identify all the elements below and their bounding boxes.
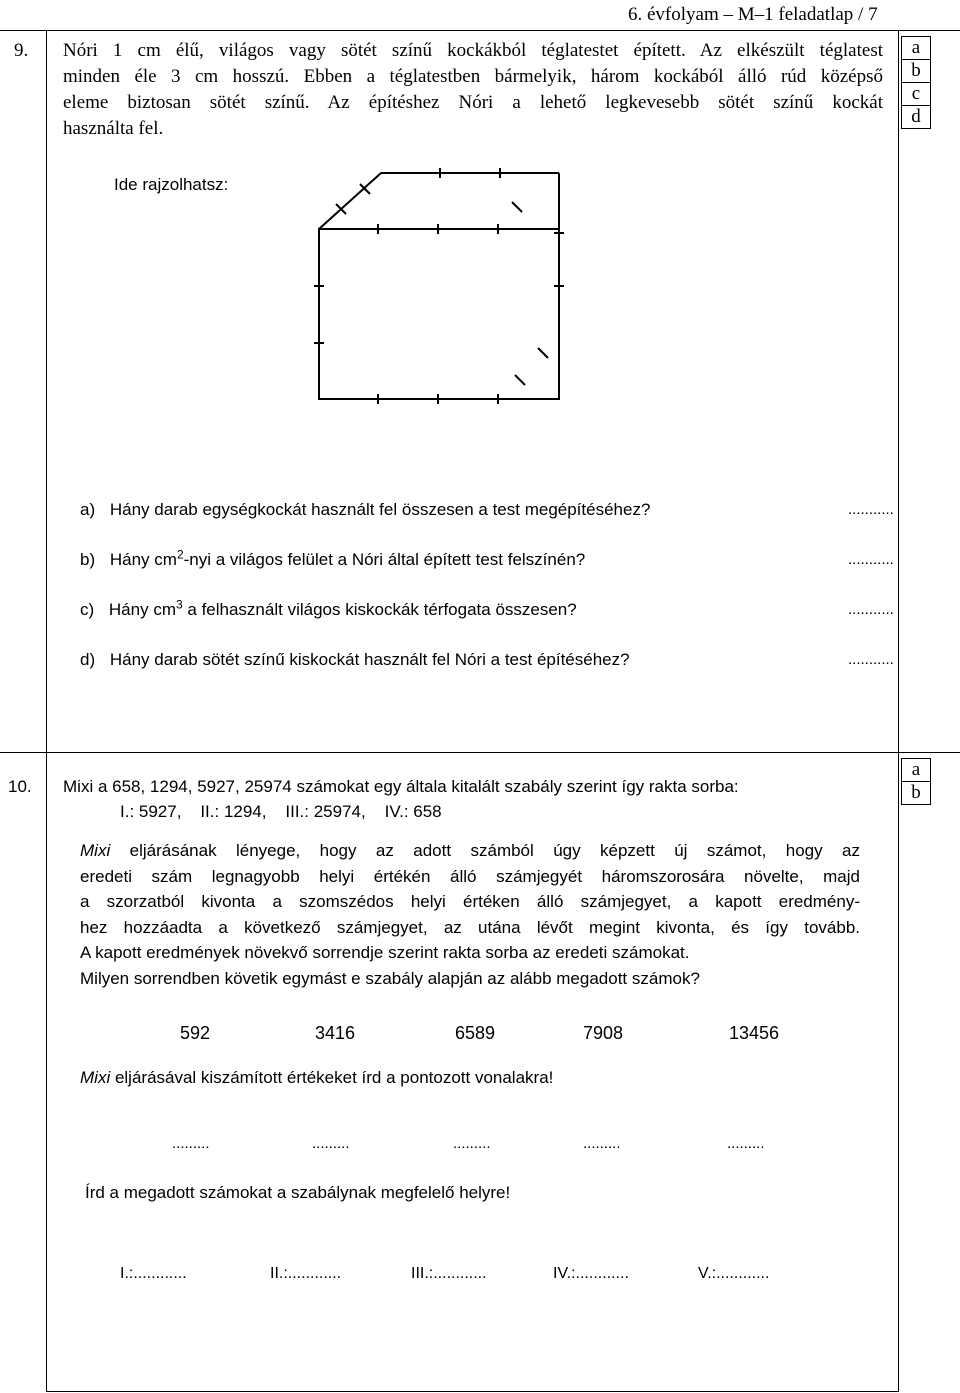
- instruction-text: eljárásával kiszámított értékeket írd a pontozott vonalakra!: [110, 1068, 554, 1087]
- section-divider: [0, 752, 960, 753]
- paragraph-line: Milyen sorrendben követik egymást e szabály alapján az alább megadott számok?: [80, 968, 700, 988]
- mixi-italic: Mixi: [80, 1068, 111, 1087]
- order-slot[interactable]: IV.:............: [553, 1265, 629, 1282]
- task10-paragraph: [80, 838, 860, 991]
- question-label: a): [80, 500, 96, 519]
- task10-order: I.: 5927, II.: 1294, III.: 25974, IV.: 658: [120, 802, 442, 821]
- computed-value-blank[interactable]: .........: [453, 1135, 491, 1152]
- task9-line: minden éle 3 cm hosszú. Ebben a téglatestben bármelyik, három kockából álló rúd középső: [63, 66, 883, 87]
- task9-line: használta fel.: [63, 118, 164, 139]
- question-b: [80, 547, 585, 573]
- score-cell-b[interactable]: b: [902, 60, 930, 83]
- score-cell-a[interactable]: a: [902, 759, 930, 782]
- given-number: 13456: [729, 1023, 780, 1043]
- paragraph-line: [80, 838, 860, 864]
- task10-number: 10.: [8, 777, 32, 796]
- given-number: 3416: [315, 1023, 356, 1043]
- order-slot[interactable]: I.:............: [120, 1265, 187, 1282]
- task9-score-box: [901, 36, 931, 129]
- draw-label: Ide rajzolhatsz:: [114, 175, 229, 194]
- score-cell-d[interactable]: d: [902, 106, 930, 129]
- question-d: [80, 647, 630, 673]
- score-cell-c[interactable]: c: [902, 83, 930, 106]
- task10-instruction2: Írd a megadott számokat a szabálynak megfelelő helyre!: [85, 1183, 511, 1202]
- right-border: [898, 30, 899, 1392]
- task9-line: eleme biztosan sötét színű. Az építéshez Nóri a lehető legkevesebb sötét színű kockát: [63, 92, 883, 113]
- given-number: 592: [180, 1023, 211, 1043]
- question-c: [80, 597, 577, 623]
- top-border: [0, 30, 960, 31]
- question-sup: 2: [176, 547, 184, 562]
- computed-value-blank[interactable]: .........: [583, 1135, 621, 1152]
- answer-c[interactable]: ...........: [848, 601, 894, 618]
- question-text-post: a felhasznált világos kiskockák térfogata összesen?: [182, 600, 577, 619]
- task9-line: Nóri 1 cm élű, világos vagy sötét színű kockákból téglatestet épített. Az elkészült téglatest: [63, 40, 883, 61]
- paragraph-line: eredeti szám legnagyobb helyi értékén álló számjegyét háromszorosára növelte, majd: [80, 866, 860, 886]
- cube-drawing[interactable]: [300, 160, 580, 410]
- question-text-pre: Hány cm: [108, 600, 176, 619]
- computed-value-blank[interactable]: .........: [312, 1135, 350, 1152]
- question-text-post: -nyi a világos felület a Nóri által épített test felszínén?: [183, 550, 586, 569]
- computed-value-blank[interactable]: .........: [172, 1135, 210, 1152]
- page-header: 6. évfolyam – M–1 feladatlap / 7: [628, 4, 878, 25]
- paragraph-text: eljárásának lényege, hogy az adott számból úgy képzett új számot, hogy az: [110, 841, 860, 860]
- question-label: c): [80, 600, 95, 619]
- given-number: 6589: [455, 1023, 496, 1043]
- question-text-pre: Hány cm: [109, 550, 177, 569]
- question-sup: 3: [175, 597, 183, 612]
- answer-a[interactable]: ...........: [848, 501, 894, 518]
- given-number: 7908: [583, 1023, 624, 1043]
- task10-score-box: [901, 758, 931, 805]
- paragraph-line: A kapott eredmények növekvő sorrendje szerint rakta sorba az eredeti számokat.: [80, 943, 690, 962]
- question-text: Hány darab sötét színű kiskockát használt fel Nóri a test építéséhez?: [109, 650, 630, 669]
- computed-value-blank[interactable]: .........: [727, 1135, 765, 1152]
- score-cell-a[interactable]: a: [902, 37, 930, 60]
- task10-instruction: [80, 1065, 553, 1091]
- mixi-italic: Mixi: [80, 841, 111, 860]
- question-label: d): [80, 650, 96, 669]
- bottom-border: [46, 1391, 899, 1392]
- answer-d[interactable]: ...........: [848, 651, 894, 668]
- order-slot[interactable]: V.:............: [698, 1265, 770, 1282]
- task9-number: 9.: [14, 40, 29, 61]
- score-cell-b[interactable]: b: [902, 782, 930, 805]
- question-text: Hány darab egységkockát használt fel összesen a test megépítéséhez?: [109, 500, 651, 519]
- question-a: [80, 497, 650, 523]
- question-label: b): [80, 550, 96, 569]
- order-slot[interactable]: III.:............: [411, 1265, 487, 1282]
- task10-intro: Mixi a 658, 1294, 5927, 25974 számokat egy általa kitalált szabály szerint így rakta sorba:: [63, 777, 739, 796]
- order-slot[interactable]: II.:............: [270, 1265, 342, 1282]
- paragraph-line: a szorzatból kivonta a szomszédos helyi értéken álló számjegyet, a kapott eredmény-: [80, 892, 860, 911]
- left-border: [46, 30, 47, 1392]
- paragraph-line: hez hozzáadta a következő számjegyet, az utána lévőt megint kivonta, és így tovább.: [80, 917, 860, 937]
- answer-b[interactable]: ...........: [848, 551, 894, 568]
